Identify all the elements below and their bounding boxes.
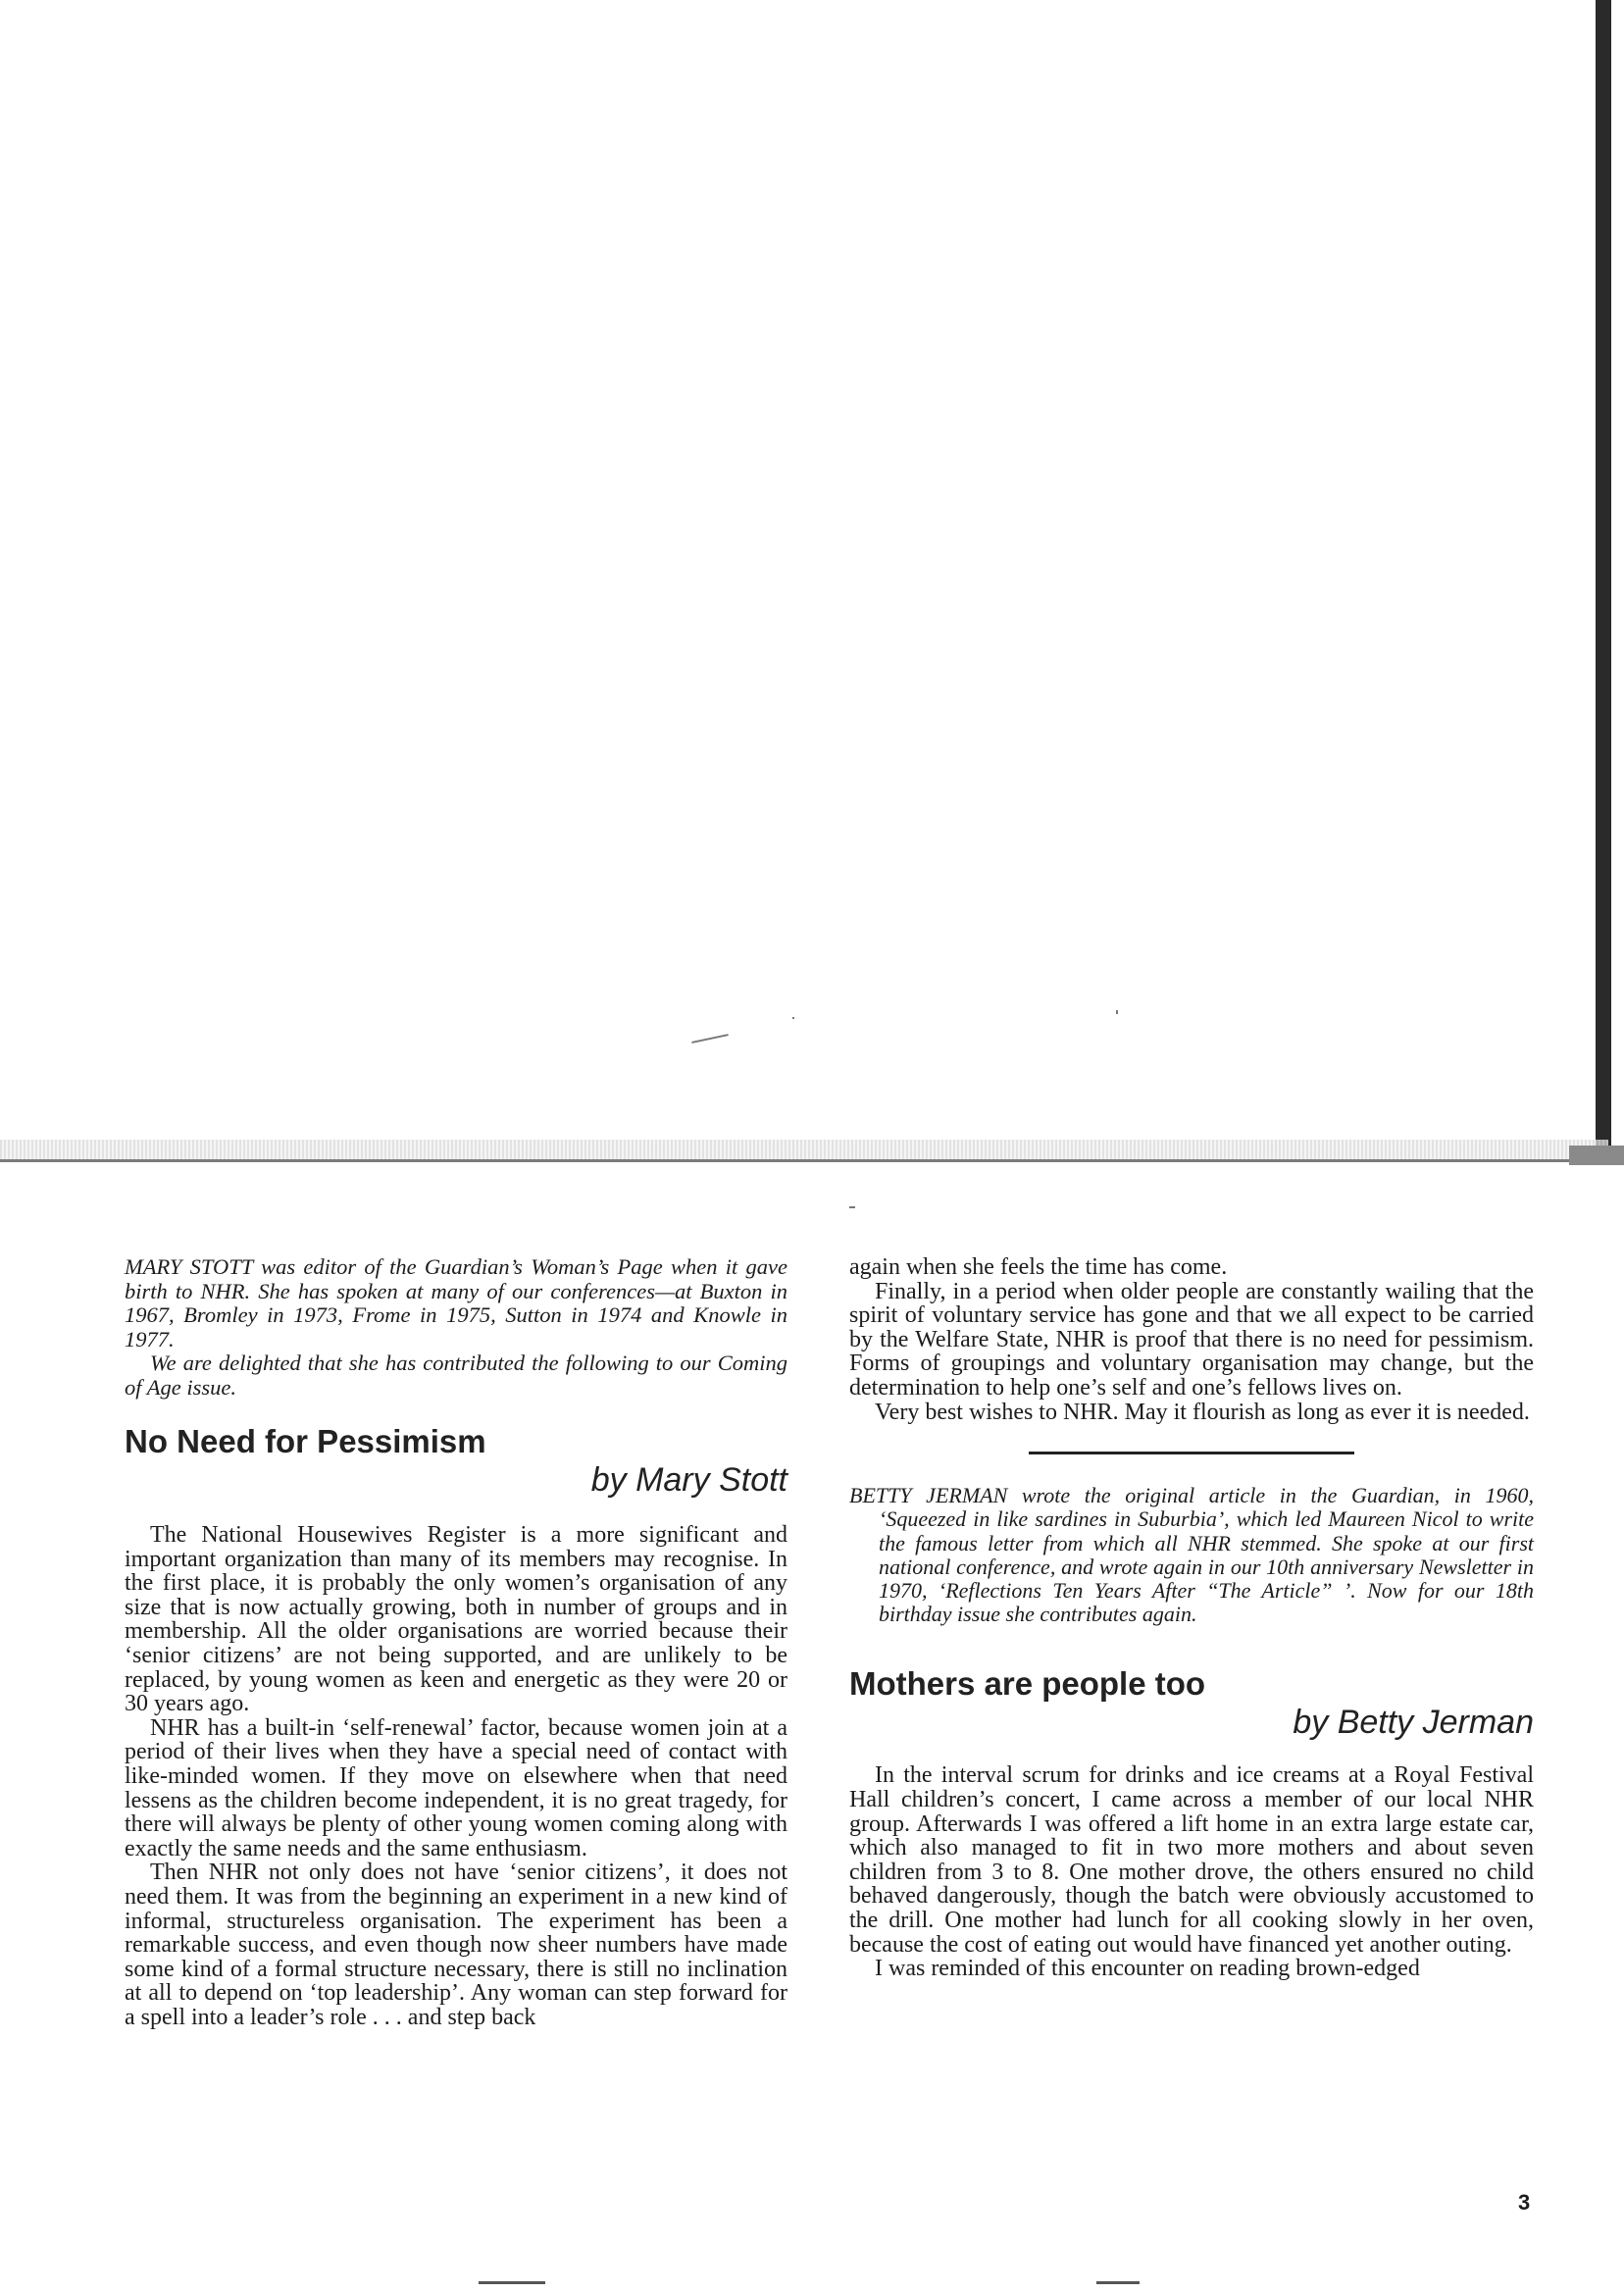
page-number: 3 [1518,2190,1531,2215]
left-column [125,1255,787,2029]
scan-speck [849,1206,855,1208]
article-paragraph: The National Housewives Register is a more significant and important organization than many of its members may recognise. In the first place, it is probably the only women’s organisation of any size that is now actually growing, both in number of groups and in membership. All the older organisations are worried because their ‘senior citizens’ are not being supported, and are unlikely to be replaced, by young women as keen and energetic as they were 20 or 30 years ago. [125,1522,787,1717]
article-paragraph: Then NHR not only does not have ‘senior citizens’, it does not need them. It was from the beginning an experiment in a new kind of informal, structureless organisation. The experiment has been a remarkable success, and even though now sheer numbers have made some kind of a formal structure necessary, there is still no inclination at all to depend on ‘top leadership’. Any woman can step forward for a spell into a leader’s role . . . and step back [125,1860,787,2030]
right-column [849,1255,1534,1981]
article-paragraph: again when she feels the time has come. [849,1254,1228,1280]
scan-speck [792,1017,794,1019]
page-corner-shadow [1569,1146,1624,1165]
section-divider [1029,1452,1354,1454]
betty-jerman-intro: BETTY JERMAN wrote the original article in the Guardian, in 1960, ‘Squeezed in like sardines in Suburbia’, which led Maureen Nicol to write the famous letter from which all NHR stemmed. She spoke at our first national conference, and wrote again in our 10th anniversary Newsletter in 1970, ‘Reflections Ten Years After “The Article” ’. Now for our 18th birthday issue she contributes again. [849,1483,1534,1627]
page-fold-shadow [0,1140,1608,1161]
binding-mark [1096,2281,1140,2294]
page-margin [1611,1152,1624,2294]
article-paragraph: NHR has a built-in ‘self-renewal’ factor, because women join at a period of their lives when they have a special need of contact with like-minded women. If they move on elsewhere when that need lessens as the children become independent, it is no great tragedy, for there will always be plenty of other young women coming along with exactly the same needs and the same enthusiasm. [125,1714,787,1861]
article-paragraph: Very best wishes to NHR. May it flourish as long as ever it is needed. [875,1399,1530,1425]
page-edge-line [0,1159,1608,1162]
mary-stott-intro: MARY STOTT was editor of the Guardian’s Woman’s Page when it gave birth to NHR. She has spoken at many of our conferences—at Buxton in 1967, Bromley in 1973, Frome in 1975, Sutton in 1974 and Knowle in 1977. [125,1254,787,1351]
article-title: Mothers are people too [849,1665,1206,1703]
scan-speck [1116,1010,1118,1014]
article-byline: by Mary Stott [590,1461,787,1499]
article-paragraph: Finally, in a period when older people are constantly wailing that the spirit of voluntary service has gone and that we all expect to be carried by the Welfare State, NHR is proof that there is no need for pessimism. Forms of groupings and voluntary organisation may change, but the determination to help one’s self and one’s fellows lives on. [849,1278,1534,1401]
scan-speck [691,1034,729,1044]
article-paragraph: I was reminded of this encounter on reading brown-edged [875,1956,1420,1982]
article-byline: by Betty Jerman [1293,1704,1534,1742]
mary-stott-intro-note: We are delighted that she has contributed the following to our Coming of Age issue. [125,1351,787,1400]
binding-mark [479,2281,545,2294]
scanner-shadow-bar [1596,0,1611,1152]
article-paragraph: In the interval scrum for drinks and ice creams at a Royal Festival Hall children’s concert, I came across a member of our local NHR group. Afterwards I was offered a lift home in an extra large estate car, which also managed to fit in two more mothers and about seven children from 3 to 8. One mother drove, the others ensured no child behaved dangerously, though the batch were obviously accustomed to the drill. One mother had lunch for all cooking slowly in her oven, because the cost of eating out would have financed yet another outing. [849,1762,1534,1958]
article-title: No Need for Pessimism [125,1423,486,1459]
